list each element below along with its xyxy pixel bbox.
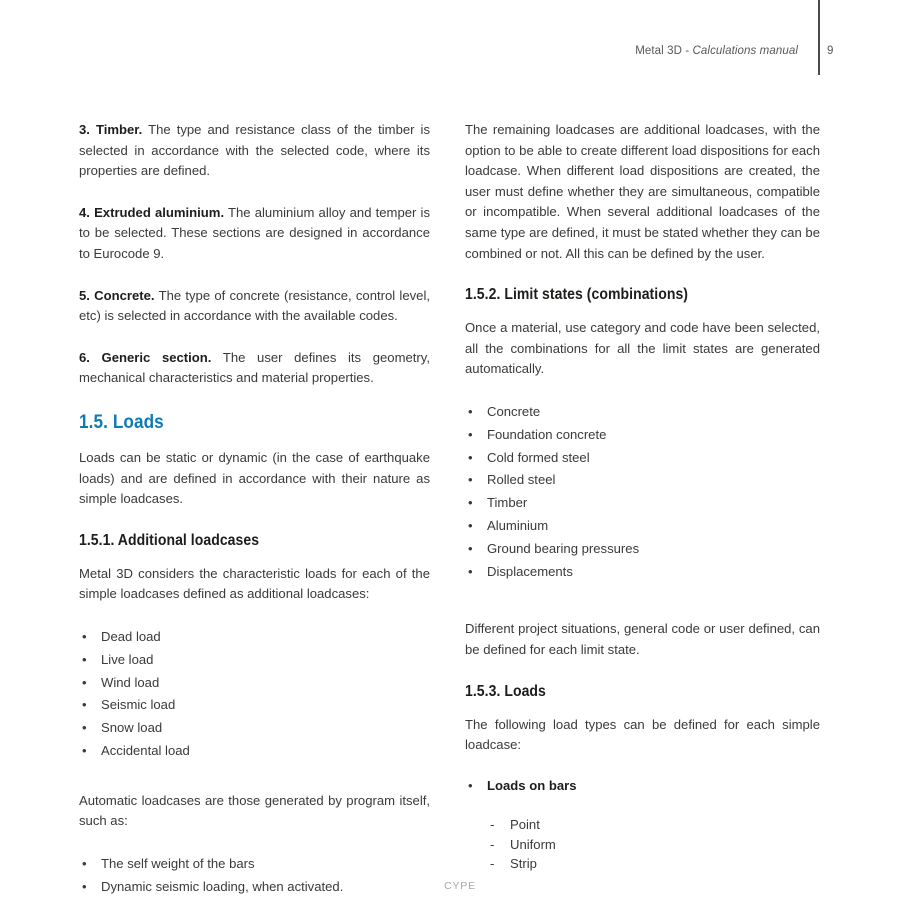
page-number: 9 bbox=[827, 45, 834, 57]
list-item bbox=[79, 717, 430, 740]
left-column bbox=[79, 120, 430, 916]
bullet-icon: • bbox=[82, 742, 87, 758]
bullet-icon: • bbox=[82, 651, 87, 667]
list-item-label: Dynamic seismic loading, when activated. bbox=[101, 878, 344, 894]
list-item-label: Uniform bbox=[510, 836, 556, 852]
section-heading-loads: 1.5. Loads bbox=[79, 410, 164, 433]
paragraph-concrete-body: The type of concrete (resistance, control level, etc) is selected in accordance with the available codes. bbox=[79, 287, 430, 324]
list-item-label: Timber bbox=[487, 495, 528, 511]
paragraph-limit-states: Once a material, use category and code have been selected, all the combinations for all the limit states are generated automatically. bbox=[465, 320, 820, 377]
list-item-label: Point bbox=[510, 817, 540, 833]
paragraph-generic-section-body: The user defines its geometry, mechanical characteristics and material properties. bbox=[79, 349, 430, 386]
dash-icon: - bbox=[490, 855, 495, 871]
list-item bbox=[465, 538, 820, 561]
list-item bbox=[465, 401, 820, 424]
list-item bbox=[465, 447, 820, 470]
paragraph-extruded-aluminium-body: The aluminium alloy and temper is to be selected. These sections are designed in accordance to Eurocode 9. bbox=[79, 204, 430, 261]
spacer bbox=[79, 781, 430, 791]
subsection-heading-limit-states: 1.5.2. Limit states (combinations) bbox=[465, 286, 689, 304]
paragraph-timber-lead: 3. Timber. bbox=[79, 122, 143, 137]
bullet-icon: • bbox=[468, 449, 473, 465]
paragraph-generic-section-lead: 6. Generic section. bbox=[79, 349, 212, 365]
paragraph-extruded-aluminium bbox=[79, 203, 430, 265]
bullet-icon: • bbox=[82, 697, 87, 713]
list-item bbox=[489, 854, 820, 873]
list-item bbox=[79, 626, 430, 649]
bullet-icon: • bbox=[82, 628, 87, 644]
bullet-icon: • bbox=[468, 403, 473, 419]
list-item-label: Accidental load bbox=[101, 742, 190, 758]
paragraph-concrete bbox=[79, 286, 430, 327]
header-divider-rule bbox=[818, 0, 820, 75]
list-limit-states bbox=[465, 401, 820, 583]
dash-icon: - bbox=[490, 836, 495, 852]
list-item-label: Seismic load bbox=[101, 697, 176, 713]
footer-brand-cype: CYPE bbox=[444, 880, 476, 892]
paragraph-project-situations: Different project situations, general code or user defined, can be defined for each limit state. bbox=[465, 621, 820, 657]
list-item-label: Foundation concrete bbox=[487, 426, 607, 442]
list-item-label: Ground bearing pressures bbox=[487, 540, 640, 556]
list-load-types bbox=[465, 775, 820, 798]
list-item-label: Concrete bbox=[487, 403, 541, 419]
header-manual-title: Calculations manual bbox=[692, 45, 798, 57]
list-item-label: Dead load bbox=[101, 628, 161, 644]
spacer bbox=[465, 601, 820, 619]
dash-icon: - bbox=[490, 817, 495, 833]
paragraph-remaining-loadcases: The remaining loadcases are additional loadcases, with the option to be able to create different load dispositions for each loadcase. When different load dispositions are created, the user must define whether they are simultaneous, compatible or incompatible. When several additional loadcases of the same type are defined, it must be stated whether they can be combined or not. All this can be defined by the user. bbox=[465, 122, 820, 261]
paragraph-extruded-aluminium-lead: 4. Extruded aluminium. bbox=[79, 204, 225, 220]
paragraph-concrete-lead: 5. Concrete. bbox=[79, 287, 155, 303]
bullet-icon: • bbox=[82, 674, 87, 690]
list-item bbox=[79, 649, 430, 672]
header-product-name: Metal 3D - bbox=[635, 45, 693, 57]
list-item-label: Live load bbox=[101, 651, 154, 667]
paragraph-timber bbox=[79, 120, 430, 182]
paragraph-additional-loadcases: Metal 3D considers the characteristic loads for each of the simple loadcases defined as additional loadcases: bbox=[79, 565, 430, 602]
list-item bbox=[465, 469, 820, 492]
paragraph-automatic-loadcases: Automatic loadcases are those generated by program itself, such as: bbox=[79, 792, 430, 829]
list-item-label: Rolled steel bbox=[487, 472, 556, 488]
list-item bbox=[465, 424, 820, 447]
bullet-icon: • bbox=[82, 855, 87, 871]
bullet-icon: • bbox=[468, 517, 473, 533]
list-item-label: The self weight of the bars bbox=[101, 855, 255, 871]
list-item-label: Loads on bars bbox=[487, 777, 577, 793]
bullet-icon: • bbox=[82, 720, 87, 736]
list-loads-on-bars-subtypes bbox=[465, 815, 820, 873]
list-item-label: Aluminium bbox=[487, 517, 549, 533]
bullet-icon: • bbox=[468, 495, 473, 511]
list-item-label: Displacements bbox=[487, 563, 573, 579]
paragraph-load-types: The following load types can be defined for each simple loadcase: bbox=[465, 716, 820, 753]
list-item-loads-on-bars bbox=[465, 775, 820, 798]
list-item bbox=[465, 515, 820, 538]
list-item bbox=[79, 694, 430, 717]
list-item bbox=[79, 853, 430, 876]
right-column bbox=[465, 120, 820, 873]
paragraph-timber-body: The type and resistance class of the timber is selected in accordance with the selected code, where its properties are defined. bbox=[79, 122, 430, 179]
list-item bbox=[465, 561, 820, 584]
list-item-label: Strip bbox=[510, 855, 537, 871]
bullet-icon: • bbox=[468, 426, 473, 442]
paragraph-loads-intro: Loads can be static or dynamic (in the case of earthquake loads) and are defined in accordance with their nature as simple loadcases. bbox=[79, 449, 430, 507]
list-simple-loadcases bbox=[79, 626, 430, 763]
paragraph-generic-section bbox=[79, 348, 430, 389]
list-item-label: Cold formed steel bbox=[487, 449, 590, 465]
page-footer bbox=[0, 876, 920, 894]
bullet-icon: • bbox=[468, 563, 473, 579]
header-title bbox=[635, 45, 798, 57]
list-item-label: Snow load bbox=[101, 720, 163, 736]
bullet-icon: • bbox=[82, 878, 87, 894]
list-item bbox=[465, 492, 820, 515]
bullet-icon: • bbox=[468, 540, 473, 556]
list-item bbox=[79, 740, 430, 763]
bullet-icon: • bbox=[468, 472, 473, 488]
page-header bbox=[0, 0, 920, 80]
subsection-heading-loads: 1.5.3. Loads bbox=[465, 682, 546, 700]
list-item bbox=[489, 815, 820, 834]
list-item bbox=[489, 835, 820, 854]
list-item bbox=[79, 672, 430, 695]
subsection-heading-additional-loadcases: 1.5.1. Additional loadcases bbox=[79, 531, 260, 549]
bullet-icon: • bbox=[468, 777, 473, 793]
list-item-label: Wind load bbox=[101, 674, 160, 690]
